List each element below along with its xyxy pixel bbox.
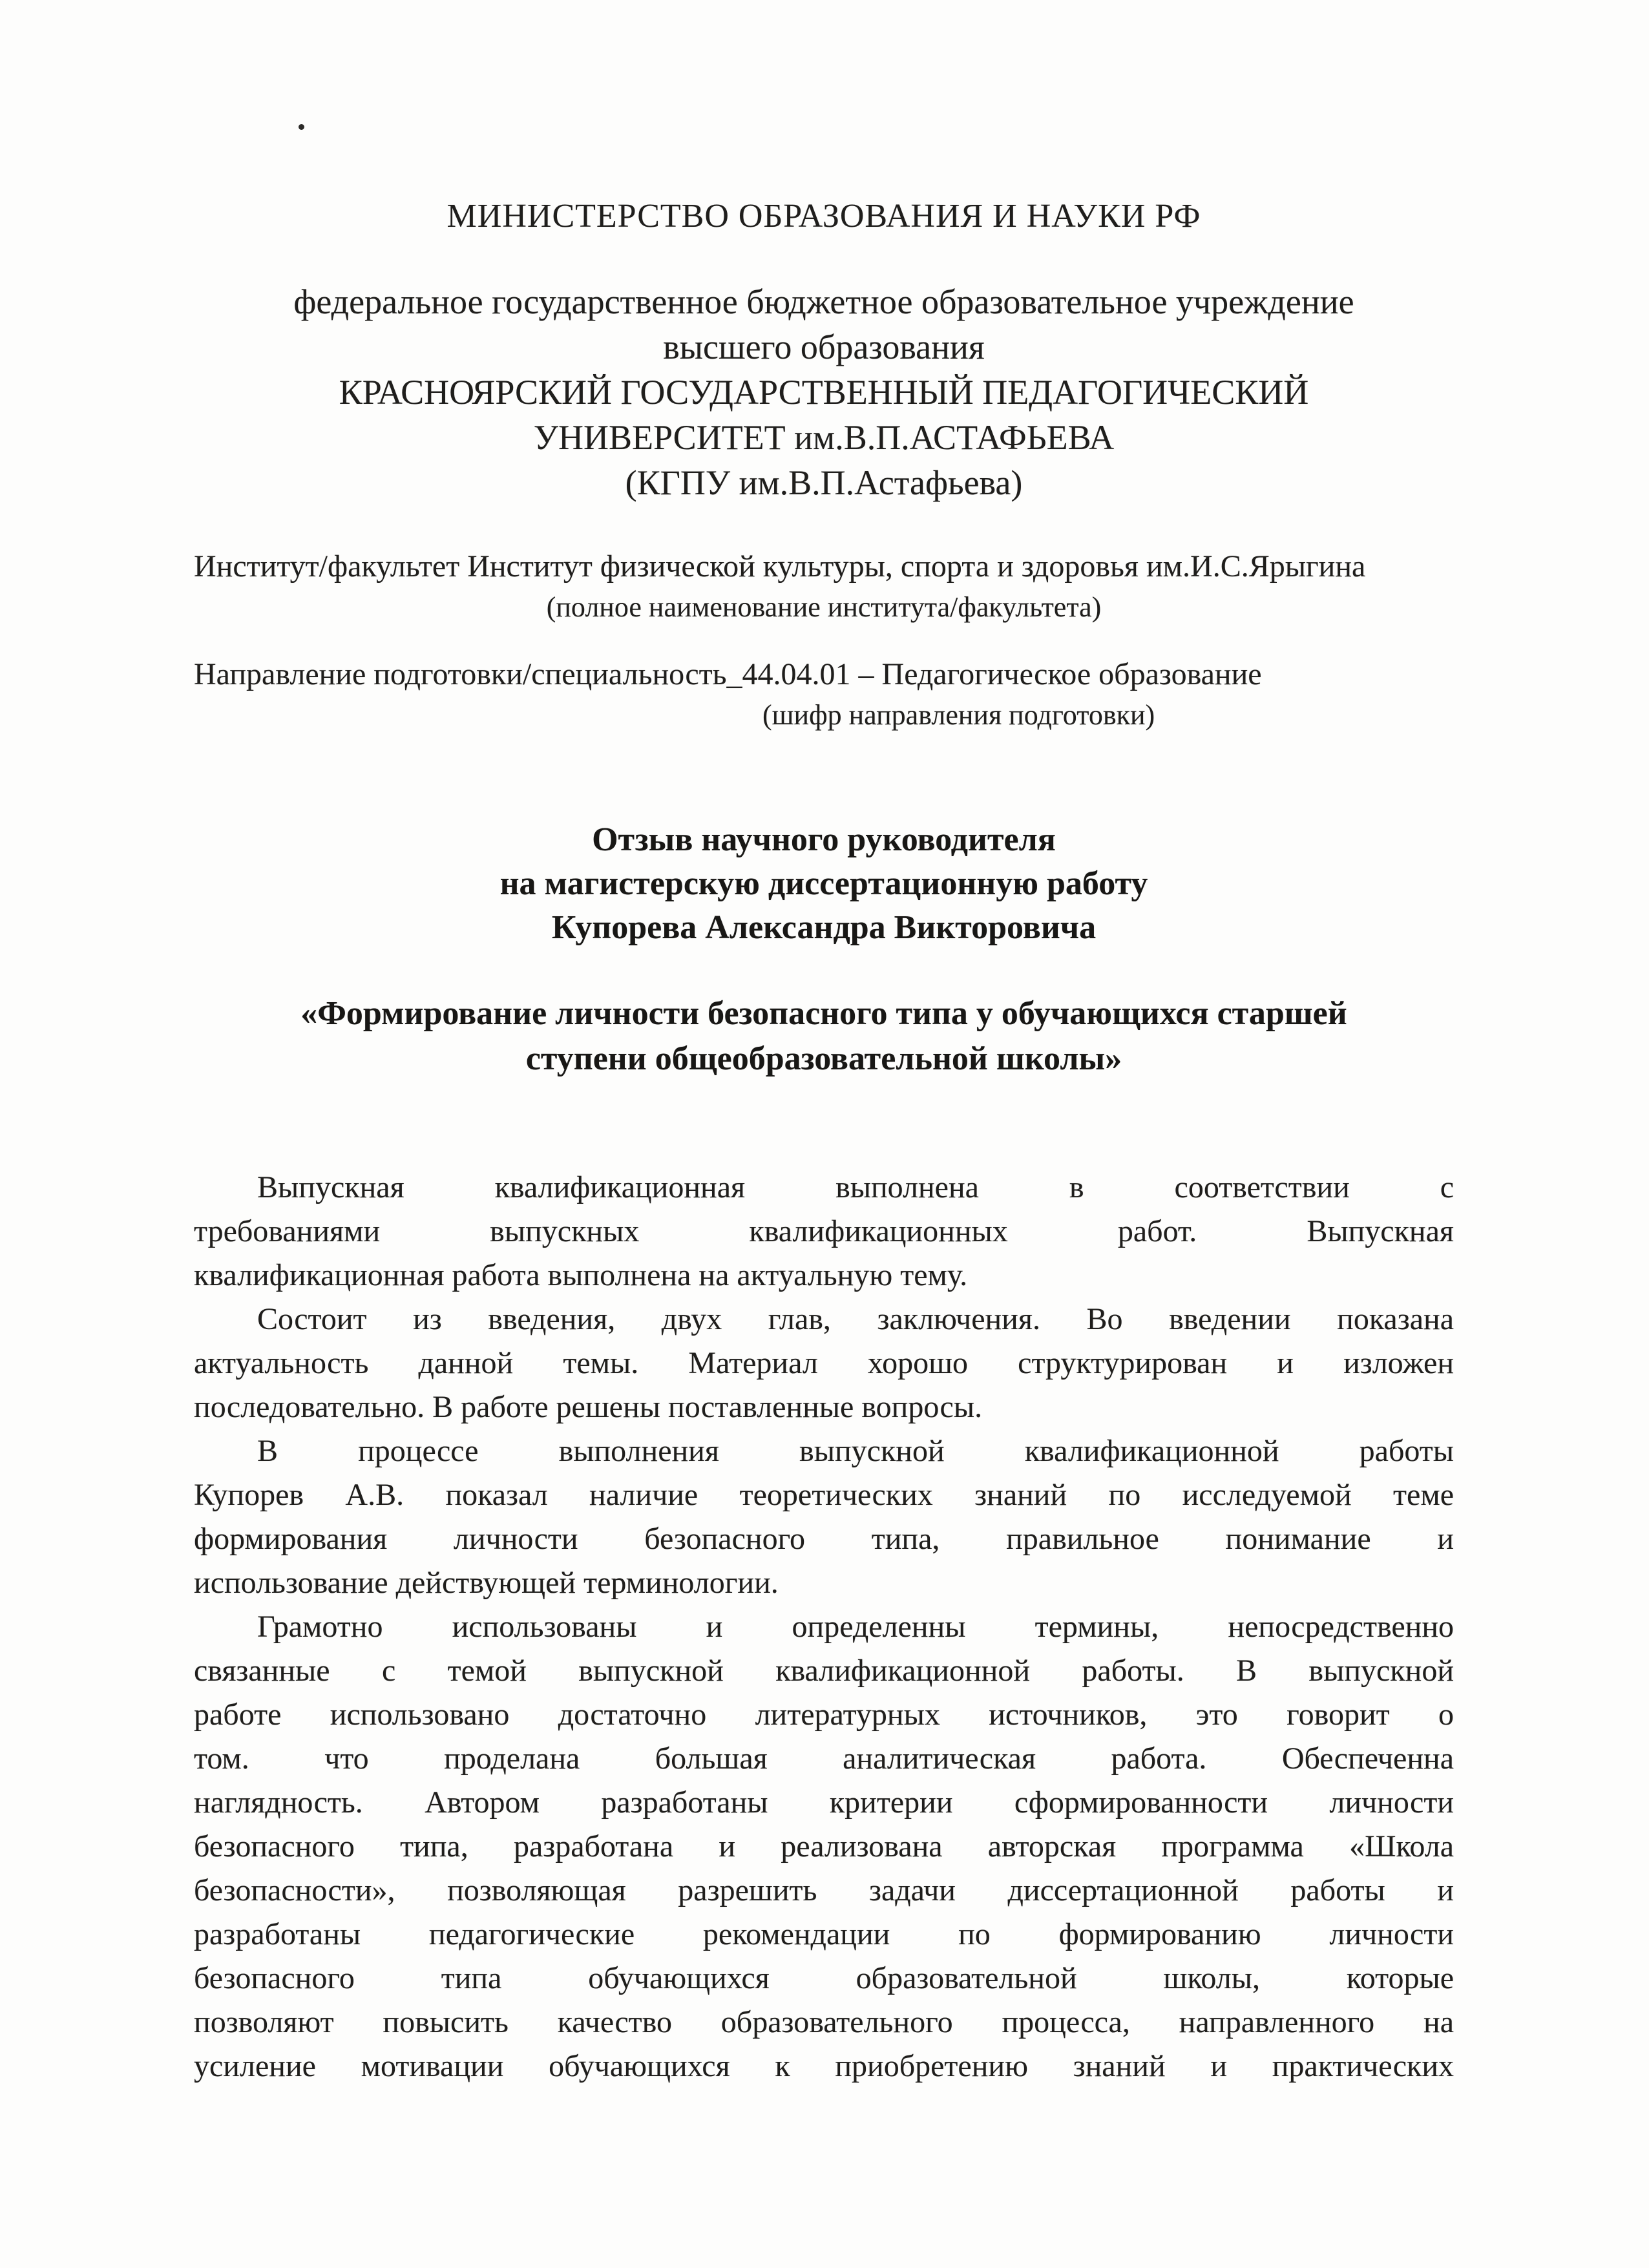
institution-line: (КГПУ им.В.П.Астафьева) xyxy=(625,463,1023,502)
direction-label: Направление подготовки/специальность xyxy=(194,657,727,691)
body-line: безопасного типа, разработана и реализована авторская программа «Школа xyxy=(194,1829,1454,1864)
review-heading xyxy=(194,818,1454,950)
review-heading-line: Купорева Александра Викторовича xyxy=(551,909,1097,946)
body-line: последовательно. В работе решены поставленные вопросы. xyxy=(194,1390,983,1424)
body-line: позволяют повысить качество образовательного процесса, направленного на xyxy=(194,2005,1454,2039)
body-line: Грамотно использованы и определенны термины, непосредственно xyxy=(257,1610,1454,1644)
review-heading-line: Отзыв научного руководителя xyxy=(592,821,1056,858)
body-paragraph xyxy=(194,1429,1454,1605)
institute-caption: (полное наименование института/факультета) xyxy=(546,591,1102,623)
body-line: Состоит из введения, двух глав, заключения. Во введении показана xyxy=(257,1302,1454,1336)
body-line: безопасного типа обучающихся образовательной школы, которые xyxy=(194,1961,1454,1995)
institute-row xyxy=(194,545,1454,589)
body-paragraph xyxy=(194,1166,1454,1297)
thesis-title xyxy=(194,991,1454,1082)
institution-line: федеральное государственное бюджетное образовательное учреждение xyxy=(293,282,1354,321)
body-line: Выпускная квалификационная выполнена в соответствии с xyxy=(257,1170,1454,1204)
institution-line: высшего образования xyxy=(663,328,985,366)
thesis-title-line: ступени общеобразовательной школы» xyxy=(525,1040,1122,1077)
direction-caption: (шифр направления подготовки) xyxy=(762,699,1155,731)
institution-block xyxy=(194,279,1454,505)
body-paragraph xyxy=(194,1297,1454,1429)
body-line: актуальность данной темы. Материал хорошо структурирован и изложен xyxy=(194,1346,1454,1380)
scan-speck xyxy=(299,124,304,130)
review-heading-line: на магистерскую диссертационную работу xyxy=(499,865,1148,902)
body-paragraph xyxy=(194,1605,1454,2088)
institution-line: КРАСНОЯРСКИЙ ГОСУДАРСТВЕННЫЙ ПЕДАГОГИЧЕСКИЙ xyxy=(339,373,1309,412)
thesis-title-line: «Формирование личности безопасного типа у обучающихся старшей xyxy=(300,995,1347,1032)
body-line: связанные с темой выпускной квалификационной работы. В выпускной xyxy=(194,1654,1454,1688)
page-content xyxy=(0,196,1649,2088)
body-line: В процессе выполнения выпускной квалификационной работы xyxy=(257,1434,1454,1468)
direction-row xyxy=(194,653,1454,697)
body-line: квалификационная работа выполнена на актуальную тему. xyxy=(194,1258,968,1292)
institute-label: Институт/факультет xyxy=(194,549,460,583)
body-line: том. что проделана большая аналитическая работа. Обеспеченна xyxy=(194,1741,1454,1776)
institution-line: УНИВЕРСИТЕТ им.В.П.АСТАФЬЕВА xyxy=(533,418,1115,457)
body-line: наглядность. Автором разработаны критерии сформированности личности xyxy=(194,1785,1454,1820)
body-line: безопасности», позволяющая разрешить задачи диссертационной работы и xyxy=(194,1873,1454,1907)
body-line: усиление мотивации обучающихся к приобретению знаний и практических xyxy=(194,2049,1454,2083)
body-line: формирования личности безопасного типа, правильное понимание и xyxy=(194,1522,1454,1556)
direction-value: 44.04.01 – Педагогическое образование xyxy=(742,657,1262,691)
institute-value: Институт физической культуры, спорта и здоровья им.И.С.Ярыгина xyxy=(467,549,1366,583)
body-line: Купорев А.В. показал наличие теоретических знаний по исследуемой теме xyxy=(194,1478,1454,1512)
ministry-heading: МИНИСТЕРСТВО ОБРАЗОВАНИЯ И НАУКИ РФ xyxy=(446,198,1201,235)
body-line: работе использовано достаточно литературных источников, это говорит о xyxy=(194,1697,1454,1732)
review-body xyxy=(194,1166,1454,2088)
body-line: использование действующей терминологии. xyxy=(194,1566,779,1600)
direction-separator: _ xyxy=(726,657,742,691)
body-line: требованиями выпускных квалификационных работ. Выпускная xyxy=(194,1214,1454,1248)
body-line: разработаны педагогические рекомендации по формированию личности xyxy=(194,1917,1454,1951)
